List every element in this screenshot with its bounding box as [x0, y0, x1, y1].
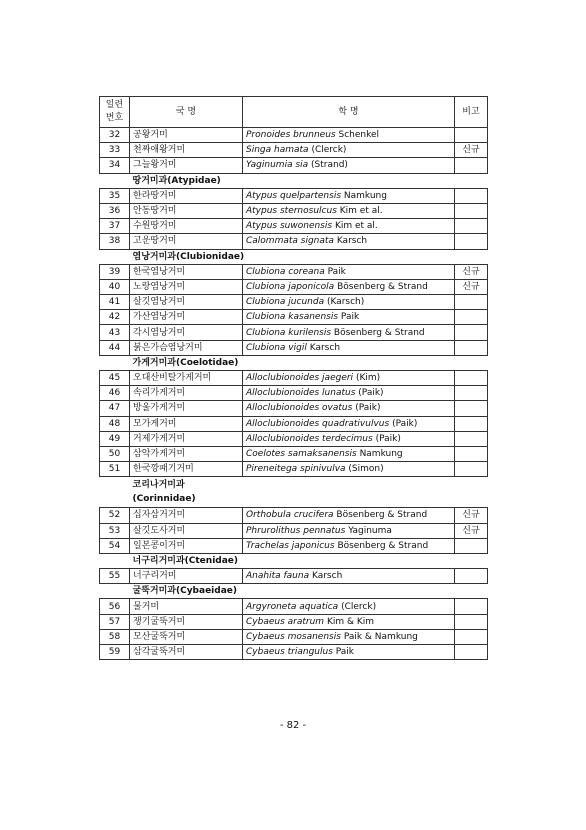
genus-species: Atypus sternosulcus	[246, 206, 337, 217]
genus-species: Singa hamata	[246, 145, 309, 156]
korean-name: 속리가게거미	[130, 386, 243, 401]
korean-name: 그늘왕거미	[130, 158, 243, 173]
table-row	[100, 143, 488, 158]
family-row-spacer	[100, 553, 130, 568]
note	[455, 386, 488, 401]
author: Karsch	[309, 342, 341, 353]
korean-name: 천짜애왕거미	[130, 143, 243, 158]
scientific-name	[243, 386, 455, 401]
scientific-name	[243, 538, 455, 553]
note	[455, 538, 488, 553]
scientific-name	[243, 279, 455, 294]
korean-name: 한국깡패기거미	[130, 462, 243, 477]
family-row	[100, 477, 488, 508]
author: (Clerck)	[341, 601, 377, 612]
author: Bösenberg & Strand	[337, 281, 428, 292]
genus-species: Cybaeus mosanensis	[246, 631, 341, 642]
header-note: 비고	[455, 97, 488, 128]
table-row	[100, 158, 488, 173]
note: 신규	[455, 264, 488, 279]
scientific-name	[243, 431, 455, 446]
scientific-name	[243, 401, 455, 416]
note	[455, 599, 488, 614]
table-row	[100, 599, 488, 614]
table-row	[100, 264, 488, 279]
genus-species: Clubiona kasanensis	[246, 312, 339, 323]
table-row	[100, 188, 488, 203]
row-number: 41	[100, 295, 130, 310]
family-name: 땅거미과(Atypidae)	[130, 173, 455, 188]
scientific-name	[243, 310, 455, 325]
korean-name: 모산굴뚝거미	[130, 629, 243, 644]
scientific-name	[243, 234, 455, 249]
genus-species: Clubiona jucunda	[246, 297, 325, 308]
table-body	[100, 128, 488, 660]
genus-species: Atypus suwonensis	[246, 221, 333, 232]
note	[455, 569, 488, 584]
family-row-spacer	[100, 173, 130, 188]
note: 신규	[455, 279, 488, 294]
korean-name: 수원땅거미	[130, 219, 243, 234]
korean-name: 삼각굴뚝거미	[130, 645, 243, 660]
scientific-name	[243, 219, 455, 234]
note	[455, 371, 488, 386]
korean-name: 고운땅거미	[130, 234, 243, 249]
note: 신규	[455, 508, 488, 523]
scientific-name	[243, 143, 455, 158]
author: Kim & Kim	[326, 616, 375, 627]
korean-name: 십자삼거거미	[130, 508, 243, 523]
korean-name: 살깃도사거미	[130, 523, 243, 538]
table-row	[100, 325, 488, 340]
author: Yaginuma	[348, 525, 392, 536]
note	[455, 188, 488, 203]
note	[455, 416, 488, 431]
note	[455, 295, 488, 310]
family-name: 굴뚝거미과(Cybaeidae)	[130, 584, 455, 599]
row-number: 36	[100, 203, 130, 218]
scientific-name	[243, 188, 455, 203]
scientific-name	[243, 446, 455, 461]
scientific-name	[243, 128, 455, 143]
row-number: 46	[100, 386, 130, 401]
row-number: 50	[100, 446, 130, 461]
table-row	[100, 508, 488, 523]
table-row	[100, 128, 488, 143]
author: Paik	[335, 647, 355, 658]
author: (Strand)	[311, 160, 348, 171]
korean-name: 붉은가슴염낭거미	[130, 340, 243, 355]
family-row-spacer	[455, 584, 488, 599]
note	[455, 325, 488, 340]
author: Karsch	[311, 571, 343, 582]
genus-species: Atypus quelpartensis	[246, 190, 342, 201]
family-row	[100, 553, 488, 568]
author: (Clerck)	[311, 145, 347, 156]
genus-species: Alloclubionoides lunatus	[246, 388, 356, 399]
species-table	[99, 96, 488, 660]
scientific-name	[243, 599, 455, 614]
row-number: 35	[100, 188, 130, 203]
family-name: 너구리거미과(Ctenidae)	[130, 553, 455, 568]
genus-species: Clubiona vigil	[246, 342, 307, 353]
scientific-name	[243, 629, 455, 644]
page-number: - 82 -	[279, 720, 307, 731]
note	[455, 219, 488, 234]
row-number: 44	[100, 340, 130, 355]
scientific-name	[243, 371, 455, 386]
author: (Paik)	[355, 403, 381, 414]
genus-species: Orthobula crucifera	[246, 510, 334, 521]
author: (Karsch)	[326, 297, 365, 308]
genus-species: Argyroneta aquatica	[246, 601, 339, 612]
note	[455, 158, 488, 173]
table-row	[100, 295, 488, 310]
header-number: 일련 번호	[100, 97, 130, 128]
note: 신규	[455, 143, 488, 158]
row-number: 42	[100, 310, 130, 325]
korean-name: 물거미	[130, 599, 243, 614]
family-row-spacer	[455, 355, 488, 370]
author: Kim et al.	[334, 221, 378, 232]
note	[455, 629, 488, 644]
genus-species: Clubiona kurilensis	[246, 327, 332, 338]
family-row-spacer	[455, 249, 488, 264]
scientific-name	[243, 340, 455, 355]
author: (Kim)	[355, 373, 381, 384]
table-row	[100, 645, 488, 660]
author: (Paik)	[358, 388, 384, 399]
korean-name: 한라땅거미	[130, 188, 243, 203]
row-number: 53	[100, 523, 130, 538]
family-row-spacer	[455, 553, 488, 568]
note	[455, 128, 488, 143]
table-row	[100, 569, 488, 584]
genus-species: Clubiona japonicola	[246, 281, 335, 292]
table-row	[100, 401, 488, 416]
note	[455, 462, 488, 477]
table-row	[100, 371, 488, 386]
scientific-name	[243, 645, 455, 660]
row-number: 43	[100, 325, 130, 340]
genus-species: Alloclubionoides ovatus	[246, 403, 353, 414]
row-number: 57	[100, 614, 130, 629]
author: Bösenberg & Strand	[336, 510, 428, 521]
family-row-spacer	[455, 477, 488, 508]
genus-species: Phrurolithus pennatus	[246, 525, 346, 536]
row-number: 55	[100, 569, 130, 584]
note: 신규	[455, 523, 488, 538]
table-row	[100, 340, 488, 355]
genus-species: Cybaeus aratrum	[246, 616, 325, 627]
korean-name: 쟁기굴뚝거미	[130, 614, 243, 629]
genus-species: Cybaeus triangulus	[246, 647, 333, 658]
note	[455, 431, 488, 446]
table-row	[100, 538, 488, 553]
row-number: 45	[100, 371, 130, 386]
author: Bösenberg & Strand	[333, 327, 425, 338]
family-row	[100, 173, 488, 188]
row-number: 56	[100, 599, 130, 614]
scientific-name	[243, 416, 455, 431]
family-row-spacer	[455, 173, 488, 188]
table-row	[100, 279, 488, 294]
note	[455, 401, 488, 416]
row-number: 49	[100, 431, 130, 446]
genus-species: Trachelas japonicus	[246, 540, 335, 551]
family-row	[100, 584, 488, 599]
author: Paik & Namkung	[343, 631, 418, 642]
note	[455, 645, 488, 660]
row-number: 33	[100, 143, 130, 158]
note	[455, 340, 488, 355]
row-number: 32	[100, 128, 130, 143]
row-number: 54	[100, 538, 130, 553]
genus-species: Alloclubionoides terdecimus	[246, 433, 373, 444]
author: Kim et al.	[339, 206, 383, 217]
korean-name: 방울가게거미	[130, 401, 243, 416]
scientific-name	[243, 295, 455, 310]
table-row	[100, 219, 488, 234]
family-row	[100, 249, 488, 264]
author: Schenkel	[338, 130, 380, 141]
table-row	[100, 446, 488, 461]
korean-name: 거제가게거미	[130, 431, 243, 446]
table-row	[100, 462, 488, 477]
scientific-name	[243, 325, 455, 340]
korean-name: 공왕거미	[130, 128, 243, 143]
author: Paik	[327, 266, 346, 277]
family-row-spacer	[100, 477, 130, 508]
row-number: 51	[100, 462, 130, 477]
scientific-name	[243, 462, 455, 477]
family-row-spacer	[100, 249, 130, 264]
table-row	[100, 310, 488, 325]
korean-name: 오대산비탈가게거미	[130, 371, 243, 386]
row-number: 34	[100, 158, 130, 173]
family-name: 염낭거미과(Clubionidae)	[130, 249, 455, 264]
table-row	[100, 523, 488, 538]
genus-species: Clubiona coreana	[246, 266, 325, 277]
author: (Simon)	[348, 464, 384, 475]
korean-name: 안동땅거미	[130, 203, 243, 218]
family-name: 코리나거미과 (Corinnidae)	[130, 477, 455, 508]
author: Karsch	[336, 236, 368, 247]
genus-species: Calommata signata	[246, 236, 334, 247]
scientific-name	[243, 569, 455, 584]
scientific-name	[243, 523, 455, 538]
korean-name: 너구리거미	[130, 569, 243, 584]
family-row-spacer	[100, 584, 130, 599]
scientific-name	[243, 614, 455, 629]
row-number: 40	[100, 279, 130, 294]
author: Paik	[340, 312, 360, 323]
genus-species: Anahita fauna	[246, 571, 310, 582]
row-number: 58	[100, 629, 130, 644]
note	[455, 234, 488, 249]
header-korean-name: 국 명	[130, 97, 243, 128]
table-row	[100, 386, 488, 401]
genus-species: Alloclubionoides jaegeri	[246, 373, 354, 384]
row-number: 38	[100, 234, 130, 249]
korean-name: 각시염낭거미	[130, 325, 243, 340]
row-number: 39	[100, 264, 130, 279]
author: (Paik)	[375, 433, 401, 444]
note	[455, 614, 488, 629]
note	[455, 203, 488, 218]
genus-species: Pronoides brunneus	[246, 130, 336, 141]
table-row	[100, 234, 488, 249]
author: (Paik)	[392, 418, 418, 429]
row-number: 37	[100, 219, 130, 234]
row-number: 59	[100, 645, 130, 660]
scientific-name	[243, 158, 455, 173]
row-number: 48	[100, 416, 130, 431]
table-row	[100, 416, 488, 431]
header-scientific-name: 학 명	[243, 97, 455, 128]
scientific-name	[243, 264, 455, 279]
row-number: 52	[100, 508, 130, 523]
korean-name: 한국염낭거미	[130, 264, 243, 279]
author: Namkung	[359, 449, 403, 460]
family-row-spacer	[100, 355, 130, 370]
table-header-row	[100, 97, 488, 128]
genus-species: Pireneitega spinivulva	[246, 464, 346, 475]
table-row	[100, 614, 488, 629]
korean-name: 삼악가게거미	[130, 446, 243, 461]
scientific-name	[243, 508, 455, 523]
row-number: 47	[100, 401, 130, 416]
family-row	[100, 355, 488, 370]
korean-name: 살깃염낭거미	[130, 295, 243, 310]
note	[455, 310, 488, 325]
table-row	[100, 629, 488, 644]
genus-species: Coelotes samaksanensis	[246, 449, 357, 460]
genus-species: Yaginumia sia	[246, 160, 309, 171]
note	[455, 446, 488, 461]
korean-name: 일본콩이거미	[130, 538, 243, 553]
korean-name: 노랑염낭거미	[130, 279, 243, 294]
author: Namkung	[343, 190, 387, 201]
genus-species: Alloclubionoides quadrativulvus	[246, 418, 390, 429]
korean-name: 가산염낭거미	[130, 310, 243, 325]
author: Bösenberg & Strand	[337, 540, 429, 551]
scientific-name	[243, 203, 455, 218]
table-row	[100, 203, 488, 218]
korean-name: 모가게거미	[130, 416, 243, 431]
table-row	[100, 431, 488, 446]
family-name: 가게거미과(Coelotidae)	[130, 355, 455, 370]
